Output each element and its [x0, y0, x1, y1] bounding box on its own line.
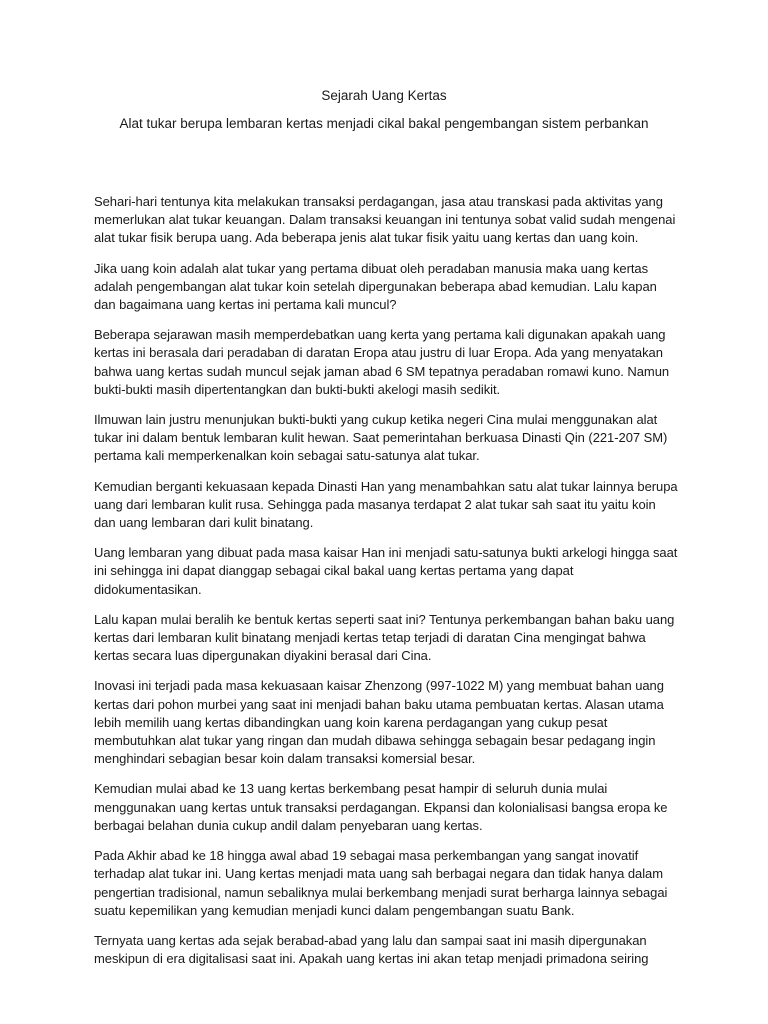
paragraph-line: kertas dari lembaran kulit binatang menjadi kertas tetap terjadi di daratan Cina mengingat bahwa — [94, 630, 646, 646]
body-paragraph — [94, 677, 684, 768]
paragraph-line: alat tukar fisik berupa uang. Ada beberapa jenis alat tukar fisik yaitu uang kertas dan uang koin. — [94, 230, 639, 246]
paragraph-line: menghindari sebagian besar koin dalam transaksi komersial besar. — [94, 751, 476, 767]
paragraph-line: Uang lembaran yang dibuat pada masa kaisar Han ini menjadi satu-satunya bukti arkelogi hingga saat — [94, 545, 678, 561]
document-title: Sejarah Uang Kertas — [321, 88, 447, 103]
paragraph-line: Kemudian berganti kekuasaan kepada Dinasti Han yang menambahkan satu alat tukar lainnya berupa — [94, 478, 678, 494]
paragraph-line: berbagai belahan dunia cukup andil dalam penyebaran uang kertas. — [94, 817, 483, 833]
body-paragraph — [94, 411, 684, 466]
body-paragraph — [94, 544, 684, 599]
paragraph-line: Beberapa sejarawan masih memperdebatkan uang kerta yang pertama kali digunakan apakah uang — [94, 327, 666, 343]
paragraph-line: Sehari-hari tentunya kita melakukan transaksi perdagangan, jasa atau transkasi pada aktivitas yang — [94, 194, 663, 209]
body-paragraph — [94, 193, 684, 248]
body-paragraph — [94, 780, 684, 835]
body-paragraph — [94, 847, 684, 920]
paragraph-line: Ilmuwan lain justru menunjukan bukti-bukti yang cukup ketika negeri Cina mulai menggunakan alat — [94, 412, 658, 428]
paragraph-line: tukar ini dalam bentuk lembaran kulit hewan. Saat pemerintahan berkuasa Dinasti Qin (221-207 SM) — [94, 430, 668, 446]
paragraph-line: kertas ini berasala dari peradaban di daratan Eropa atau justru di luar Eropa. Ada yang menyatakan — [94, 345, 663, 361]
body-paragraph — [94, 260, 684, 315]
paragraph-line: menggunakan uang kertas untuk transaksi perdagangan. Ekpansi dan kolonialisasi bangsa eropa ke — [94, 799, 668, 815]
paragraph-line: pertama kali memperkenalkan koin sebagai satu-satunya alat tukar. — [94, 448, 480, 464]
paragraph-line: meskipun di era digitalisasi saat ini. Apakah uang kertas ini akan tetap menjadi primadona seiring — [94, 951, 649, 967]
paragraph-line: bukti-bukti masih dipertentangkan dan bukti-bukti akelogi masih sedikit. — [94, 381, 501, 397]
body-paragraph — [94, 326, 684, 399]
paragraph-line: bahwa uang kertas sudah muncul sejak jaman abad 6 SM tepatnya peradaban romawi kuno. Namun — [94, 363, 670, 379]
paragraph-line: Ternyata uang kertas ada sejak berabad-abad yang lalu dan sampai saat ini masih dipergunakan — [94, 932, 647, 948]
paragraph-line: ini sehingga ini dapat dianggap sebagai cikal bakal uang kertas pertama yang dapat — [94, 563, 574, 579]
paragraph-line: dan bagaimana uang kertas ini pertama kali muncul? — [94, 297, 397, 313]
paragraph-line: kertas dari pohon murbei yang saat ini menjadi bahan baku utama pembuatan kertas. Alasan utama — [94, 696, 664, 712]
document-subtitle: Alat tukar berupa lembaran kertas menjadi cikal bakal pengembangan sistem perbankan — [119, 116, 649, 131]
paragraph-line: terhadap alat tukar ini. Uang kertas menjadi mata uang sah berbagai negara dan tidak hanya dalam — [94, 866, 664, 882]
paragraph-line: Pada Akhir abad ke 18 hingga awal abad 19 sebagai masa perkembangan yang sangat inovatif — [94, 848, 639, 864]
paragraph-line: membutuhkan alat tukar yang ringan dan mudah dibawa sehingga sebagain besar pedagang ingin — [94, 733, 656, 749]
paragraph-line: Jika uang koin adalah alat tukar yang pertama dibuat oleh peradaban manusia maka uang kertas — [94, 260, 649, 276]
paragraph-line: Inovasi ini terjadi pada masa kekuasaan kaisar Zhenzong (997-1022 M) yang membuat bahan uang — [94, 678, 664, 694]
body-paragraph — [94, 478, 684, 533]
paragraph-line: pengertian tradisional, namun sebaliknya mulai berkembang menjadi surat berharga lainnya sebagai — [94, 884, 668, 900]
body-paragraph — [94, 611, 684, 666]
paragraph-line: adalah pengembangan alat tukar koin setelah dipergunakan beberapa abad kemudian. Lalu kapan — [94, 278, 657, 294]
paragraph-line: Kemudian mulai abad ke 13 uang kertas berkembang pesat hampir di seluruh dunia mulai — [94, 781, 608, 797]
paragraph-line: memerlukan alat tukar keuangan. Dalam transaksi keuangan ini tentunya sobat valid sudah mengenai — [94, 212, 676, 228]
paragraph-line: uang dari lembaran kulit rusa. Sehingga pada masanya terdapat 2 alat tukar sah saat itu yaitu koin — [94, 496, 656, 512]
document-body — [94, 193, 684, 980]
paragraph-line: lebih memilih uang kertas dibandingkan uang koin karena perdagangan yang cukup pesat — [94, 714, 608, 730]
paragraph-line: Lalu kapan mulai beralih ke bentuk kertas seperti saat ini? Tentunya perkembangan bahan baku uang — [94, 611, 675, 627]
paragraph-line: didokumentasikan. — [94, 581, 202, 597]
body-paragraph — [94, 932, 684, 968]
paragraph-line: kertas secara luas dipergunakan diyakini berasal dari Cina. — [94, 648, 432, 664]
paragraph-line: dan uang lembaran dari kulit binatang. — [94, 515, 314, 531]
paragraph-line: suatu kepemilikan yang kemudian menjadi kunci dalam pengembangan suatu Bank. — [94, 902, 575, 918]
